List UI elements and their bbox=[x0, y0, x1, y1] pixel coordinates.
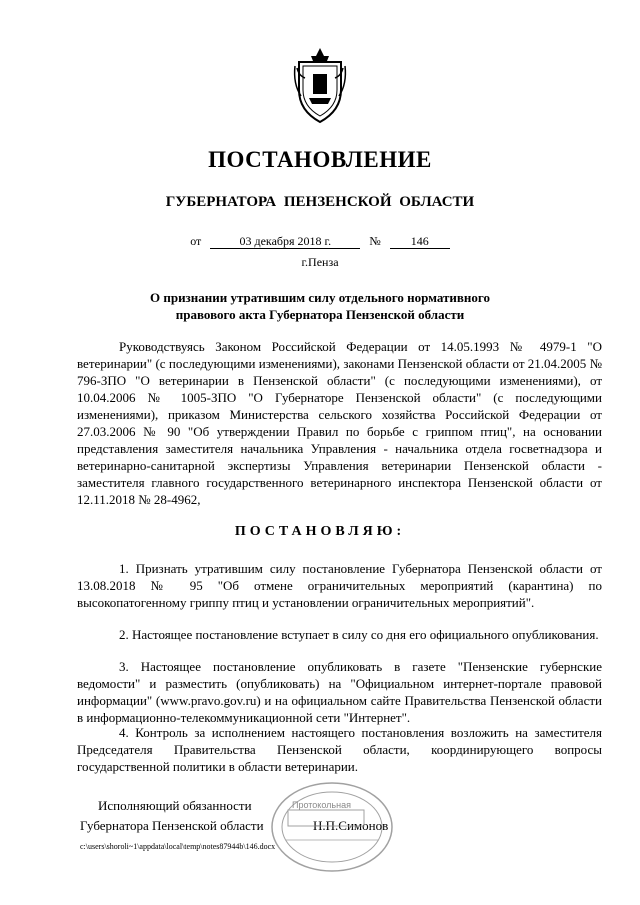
city: г.Пенза bbox=[301, 255, 339, 269]
signature-position-line2: Губернатора Пензенской области bbox=[80, 818, 264, 833]
coat-of-arms-emblem bbox=[291, 46, 349, 124]
document-subtitle: ГУБЕРНАТОРА ПЕНЗЕНСКОЙ ОБЛАСТИ bbox=[165, 194, 475, 210]
decree-word: ПОСТАНОВЛЯЮ: bbox=[234, 524, 406, 539]
registration-stamp bbox=[268, 780, 396, 874]
footer-file-path: c:\users\shoroli~1\appdata\local\temp\notes87944b\146.docx bbox=[80, 842, 276, 851]
date-prefix: от bbox=[190, 234, 202, 248]
signer-name: Н.П.Симонов bbox=[313, 818, 389, 833]
document-number: 146 bbox=[390, 235, 450, 249]
document-title: ПОСТАНОВЛЕНИЕ bbox=[208, 147, 432, 172]
decree-item-2: 2. Настоящее постановление вступает в силу со дня его официального опубликования. bbox=[119, 627, 599, 642]
number-sign: № bbox=[369, 234, 381, 248]
decree-item-1: 1. Признать утратившим силу постановление Губернатора Пензенской области от 13.08.2018 № 95 "Об отмене ограничительных мероприятий (карантина) по высокопатогенному гриппу птиц и установлении ограничительных мероприятий". bbox=[77, 561, 602, 610]
intro-paragraph: Руководствуясь Законом Российской Федерации от 14.05.1993 № 4979-1 "О ветеринарии" (с последующими изменениями), законами Пензенской области от 21.04.2005 № 796-ЗПО "О ветеринарии в Пензенской области" (с последующими изменениями), от 10.04.2006 № 1005-ЗПО "О Губернаторе Пензенской области" (с последующими изменениями), приказом Министерства сельского хозяйства Российской Федерации от 27.03.2006 № 90 "Об утверждении Правил по борьбе с гриппом птиц", на основании представления заместителя начальника Управления - начальника отдела госветнадзора и ветеринарно-санитарной экспертизы Управления ветеринарии Пензенской области - заместителя главного государственного ветеринарного инспектора Пензенской области от 12.11.2018 № 28-4962, bbox=[77, 339, 602, 507]
decree-item-4: 4. Контроль за исполнением настоящего постановления возложить на заместителя Председателя Правительства Пензенской области, координирующего вопросы государственной политики в области ветеринарии. bbox=[77, 725, 602, 774]
stamp-label: Протокольная bbox=[292, 800, 351, 810]
document-heading: О признании утратившим силу отдельного нормативного правового акта Губернатора Пензенской области bbox=[149, 290, 490, 322]
decree-item-3: 3. Настоящее постановление опубликовать в газете "Пензенские губернские ведомости" и разместить (опубликовать) на "Официальном интернет-портале правовой информации" (www.pravo.gov.ru) и на официальном сайте Правительства Пензенской области в информационно-телекоммуникационной сети "Интернет". bbox=[77, 659, 602, 725]
signature-position-line1: Исполняющий обязанности bbox=[98, 798, 252, 813]
date-line bbox=[0, 234, 640, 249]
document-date: 03 декабря 2018 г. bbox=[210, 235, 360, 249]
